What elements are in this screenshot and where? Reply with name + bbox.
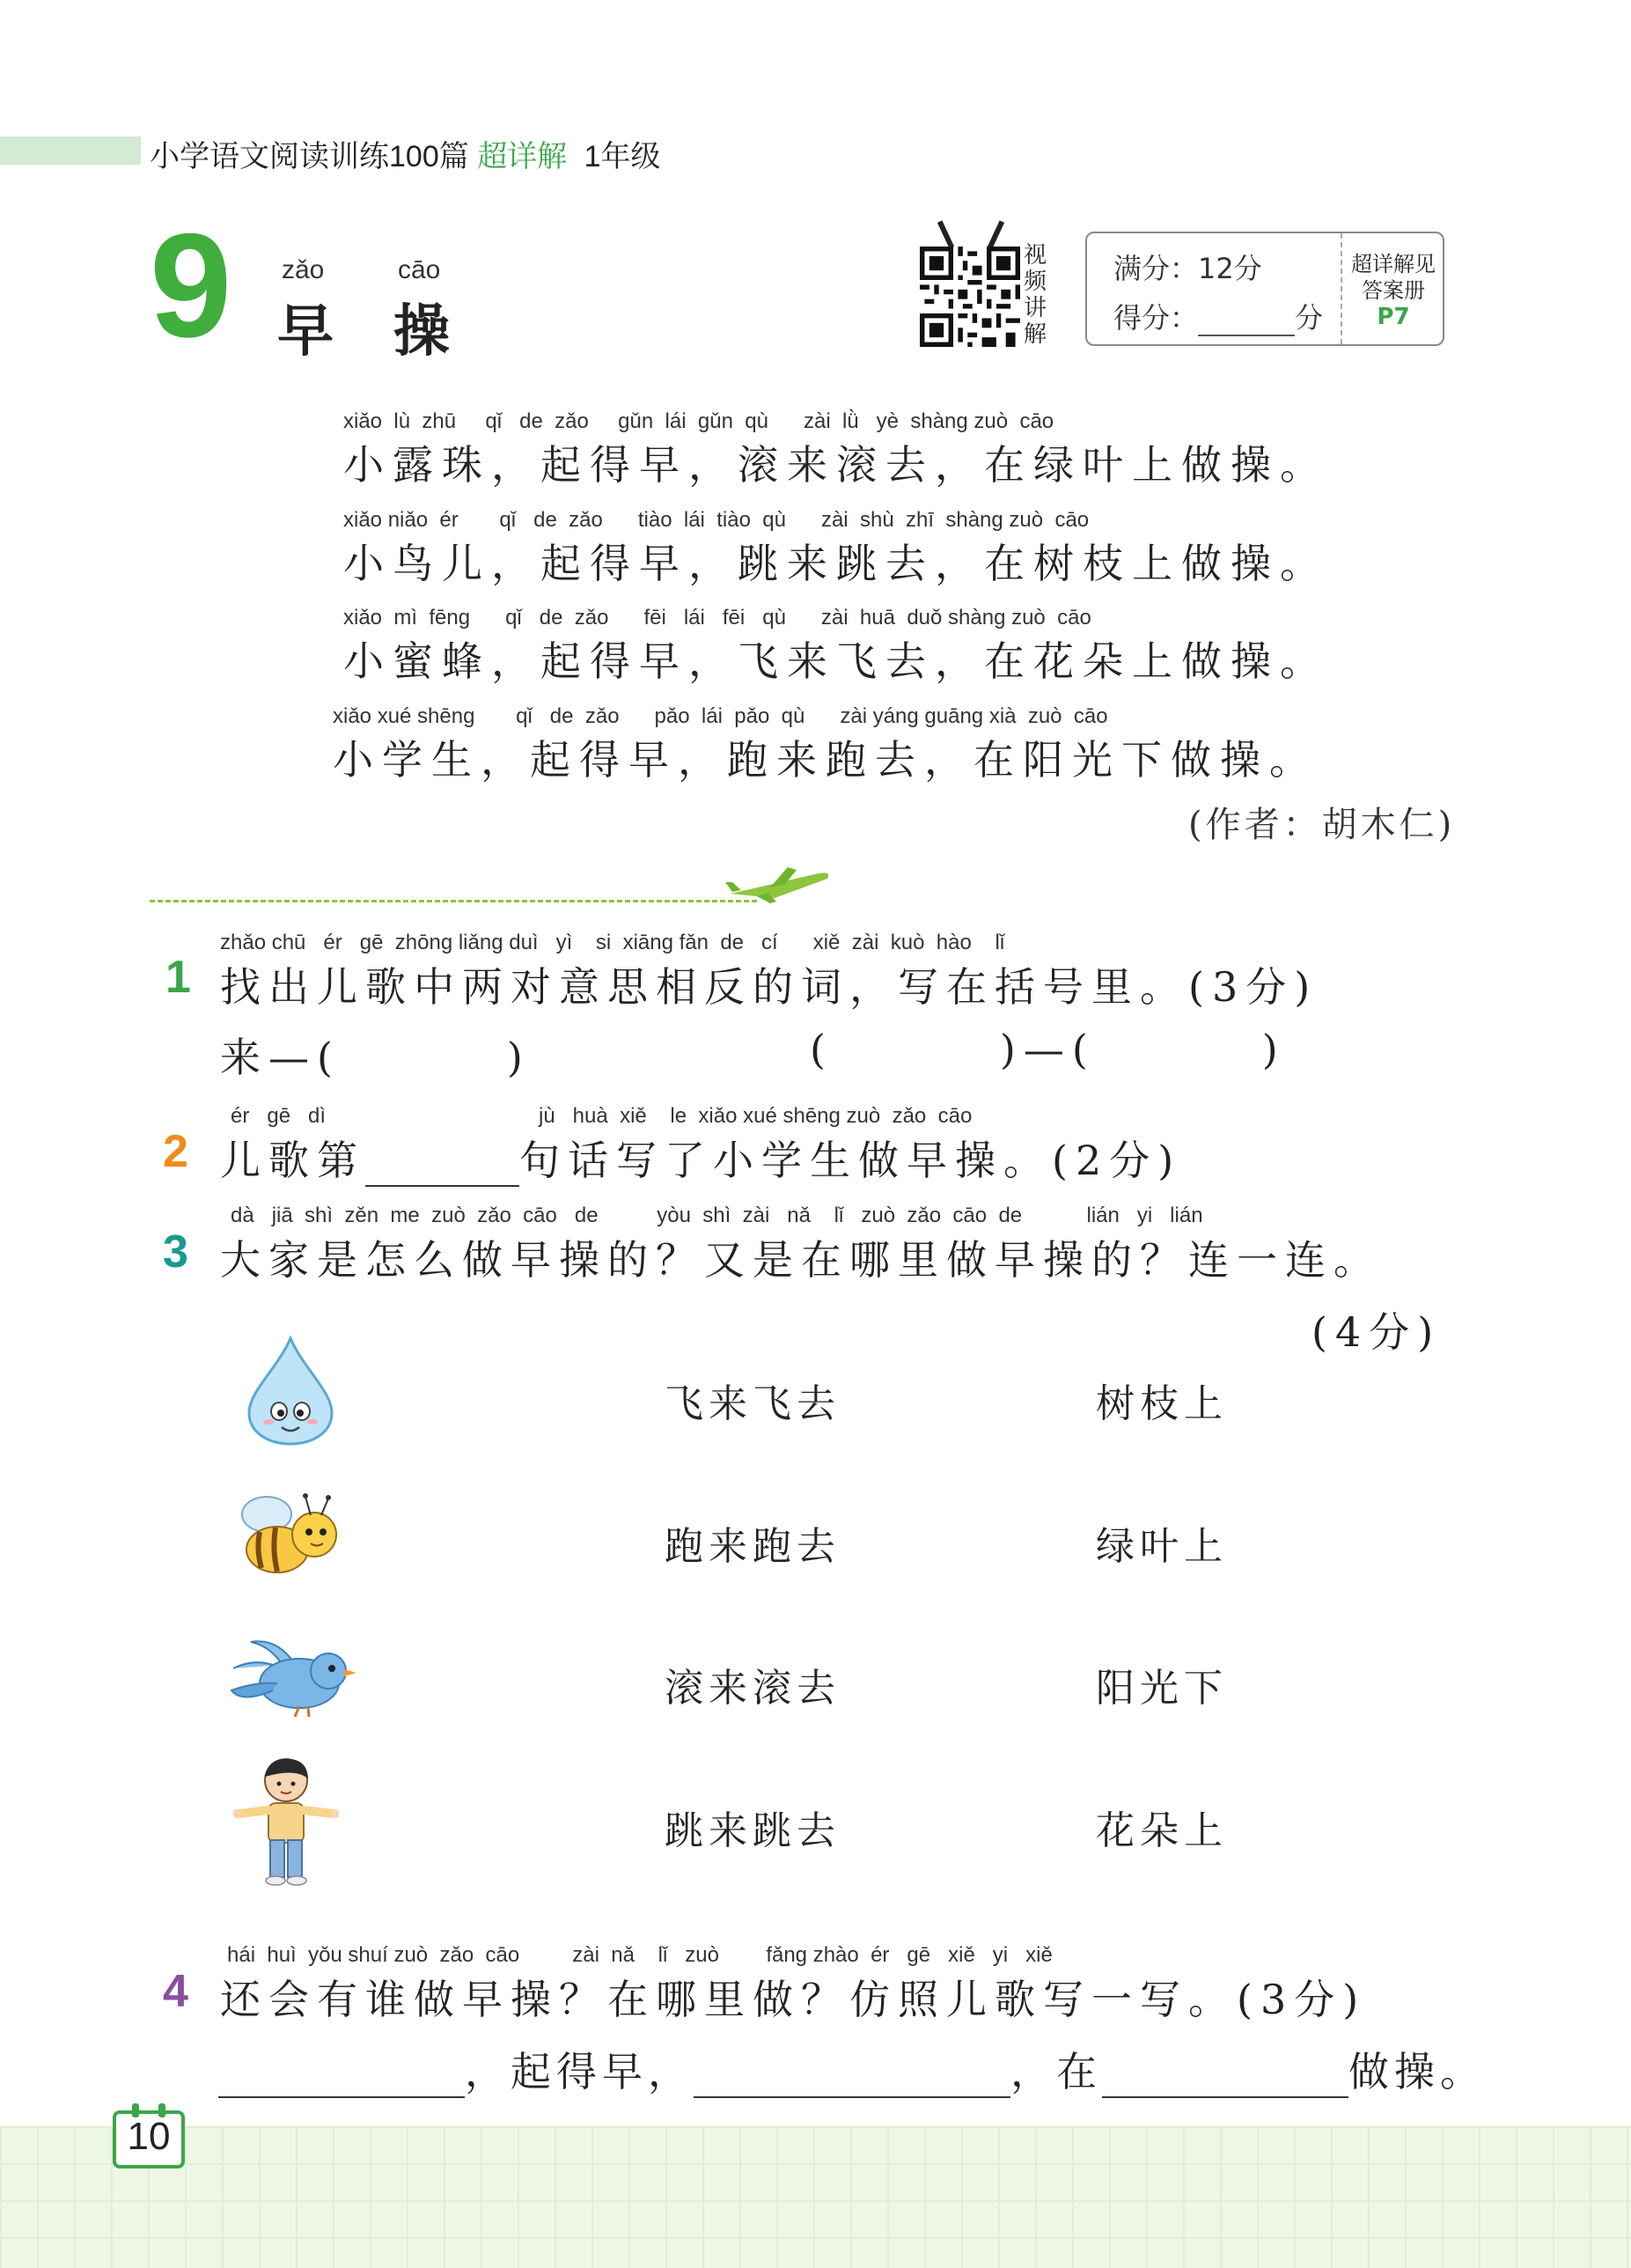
title-pinyin-2: cāo <box>398 255 441 284</box>
question-2-number: 2 <box>163 1126 188 1177</box>
full-score: 满分：12分 <box>1113 252 1262 285</box>
poem-pinyin-3: xiǎo mì fēng qǐ de zǎo fēi lái fēi qù zài huā duǒ shàng zuò cāo <box>343 606 1091 630</box>
question-4-fill: ，起得早， ，在 做操。 <box>218 2040 1486 2098</box>
book-highlight: 超详解 <box>477 140 568 173</box>
section-divider <box>150 900 757 902</box>
poem-author: (作者：胡木仁) <box>1188 805 1456 845</box>
action-option-3[interactable]: 滚来滚去 <box>665 1666 841 1711</box>
score-divider <box>1341 233 1342 344</box>
dewdrop-icon <box>242 1334 339 1452</box>
score-field[interactable]: 得分： 分 <box>1113 301 1324 335</box>
question-4-pinyin: hái huì yǒu shuí zuò zǎo cāo zài nǎ lǐ zuò fǎng zhào ér gē xiě yi xiě <box>227 1943 1053 1967</box>
poem-pinyin-4: xiǎo xué shēng qǐ de zǎo pǎo lái pǎo qù zài yáng guāng xià zuò cāo <box>333 704 1108 728</box>
question-3-score: (4分) <box>1311 1308 1442 1356</box>
lesson-number: 9 <box>150 202 232 368</box>
book-title: 小学语文阅读训练100篇 <box>150 140 469 173</box>
question-3-pinyin: dà jiā shì zěn me zuò zǎo cāo de yòu shì zài nǎ lǐ zuò zǎo cāo de lián yi lián <box>231 1204 1203 1227</box>
airplane-icon <box>722 863 836 910</box>
title-char-2: 操 <box>393 299 450 364</box>
header-accent-bar <box>0 136 141 165</box>
q1-answer-left[interactable]: 来—( ) <box>220 1034 531 1081</box>
question-4-text: 还会有谁做早操？在哪里做？仿照儿歌写一写。(3分) <box>220 1976 1367 2023</box>
place-option-2[interactable]: 绿叶上 <box>1096 1524 1228 1569</box>
poem-line-1: 小露珠，起得早，滚来滚去，在绿叶上做操。 <box>343 441 1329 489</box>
action-option-4[interactable]: 跳来跳去 <box>665 1808 841 1853</box>
question-3-text: 大家是怎么做早操的？又是在哪里做早操的？连一连。 <box>220 1236 1382 1284</box>
place-option-1[interactable]: 树枝上 <box>1096 1381 1228 1426</box>
action-option-1[interactable]: 飞来飞去 <box>665 1381 841 1426</box>
question-2-pinyin-a: ér gē dì <box>231 1104 327 1128</box>
place-option-4[interactable]: 花朵上 <box>1096 1808 1228 1853</box>
poem-line-2: 小鸟儿，起得早，跳来跳去，在树枝上做操。 <box>343 540 1329 587</box>
bee-icon <box>233 1484 348 1588</box>
question-3-number: 3 <box>163 1226 188 1278</box>
question-2-text: 儿歌第 句话写了小学生做早操。(2分) <box>220 1129 1181 1187</box>
poem-line-4: 小学生，起得早，跑来跑去，在阳光下做操。 <box>333 736 1319 784</box>
q4-blank-action[interactable] <box>694 2061 1010 2098</box>
question-2-pinyin-b: jù huà xiě le xiǎo xué shēng zuò zǎo cāo <box>539 1104 973 1128</box>
answer-reference: 超详解见 答案册 P7 <box>1351 252 1436 330</box>
bird-icon <box>224 1629 361 1725</box>
poem-line-3: 小蜜蜂，起得早，飞来飞去，在花朵上做操。 <box>343 637 1329 685</box>
q1-answer-right[interactable]: ( )—( ) <box>810 1026 1286 1073</box>
place-option-3[interactable]: 阳光下 <box>1096 1666 1228 1711</box>
book-grade: 1年级 <box>584 140 661 173</box>
page-number: 10 <box>127 2115 171 2158</box>
poem-pinyin-2: xiǎo niǎo ér qǐ de zǎo tiào lái tiào qù zài shù zhī shàng zuò cāo <box>343 508 1090 532</box>
question-1-text: 找出儿歌中两对意思相反的词，写在括号里。(3分) <box>220 963 1319 1011</box>
question-4-number: 4 <box>163 1966 188 2017</box>
poem-pinyin-1: xiǎo lù zhū qǐ de zǎo gǔn lái gǔn qù zài lǜ yè shàng zuò cāo <box>343 409 1054 433</box>
q4-blank-who[interactable] <box>218 2061 465 2098</box>
q2-blank[interactable] <box>365 1150 519 1187</box>
title-char-1: 早 <box>277 299 334 364</box>
student-icon <box>233 1752 339 1892</box>
qr-code-icon[interactable] <box>920 247 1020 347</box>
qr-label: 视 频 讲 解 <box>1024 242 1047 348</box>
title-pinyin-1: zǎo <box>282 255 325 284</box>
q4-blank-place[interactable] <box>1102 2061 1348 2098</box>
footer-grid <box>0 2126 1631 2268</box>
book-header <box>150 132 661 175</box>
question-1-pinyin: zhǎo chū ér gē zhōng liǎng duì yì si xiāng fǎn de cí xiě zài kuò hào lǐ <box>220 931 1005 954</box>
question-1-number: 1 <box>165 952 191 1003</box>
action-option-2[interactable]: 跑来跑去 <box>665 1524 841 1569</box>
